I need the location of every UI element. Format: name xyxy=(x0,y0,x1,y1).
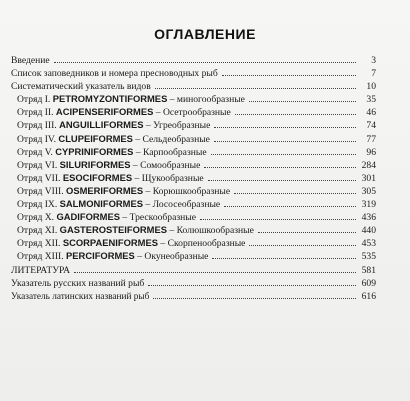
toc-entry xyxy=(11,236,376,249)
dot-leader xyxy=(208,179,356,181)
toc-entry xyxy=(11,249,376,262)
toc-entry-label xyxy=(11,53,52,67)
toc-entry xyxy=(11,66,376,79)
dot-leader xyxy=(200,218,356,220)
page-title: ОГЛАВЛЕНИЕ xyxy=(154,26,256,42)
dot-leader xyxy=(249,244,356,246)
toc-entry xyxy=(11,105,376,118)
toc-entry-page: 453 xyxy=(361,238,376,250)
dot-leader xyxy=(74,271,356,273)
toc-entry-order-latin: PETROMYZONTIFORMES xyxy=(52,93,168,105)
toc-entry xyxy=(11,276,376,289)
dot-leader xyxy=(155,87,356,89)
toc-entry-order-latin: SILURIFORMES xyxy=(59,158,131,170)
toc-entry xyxy=(11,158,376,171)
toc-entry-prefix: Отряд X. xyxy=(17,212,57,224)
toc-entry xyxy=(11,184,376,197)
toc-entry-prefix: Отряд IV. xyxy=(17,133,59,145)
toc-entry-prefix: Указатель латинских названий рыб xyxy=(11,291,150,302)
dot-leader xyxy=(212,257,356,259)
dot-leader xyxy=(214,126,356,128)
toc-entry-suffix: – Щукообразные xyxy=(132,172,204,184)
dot-leader xyxy=(224,205,356,207)
toc-entry-page: 616 xyxy=(361,290,376,302)
toc-entry-label xyxy=(11,66,220,80)
toc-entry-label xyxy=(11,171,206,185)
toc-entry-prefix: Систематический указатель видов xyxy=(11,81,151,93)
toc-entry-suffix: – Угреобразные xyxy=(143,120,211,132)
toc-entry-label xyxy=(11,263,72,277)
toc-entry-page: 319 xyxy=(361,199,376,211)
toc-entry-suffix: – Окунеобразные xyxy=(134,251,209,263)
dot-leader xyxy=(235,113,356,115)
toc-entry-prefix: Указатель русских названий рыб xyxy=(11,277,145,289)
toc-entry-order-latin: SALMONIFORMES xyxy=(59,198,143,210)
toc-entry-suffix: – Карпообразные xyxy=(133,146,207,158)
toc-entry-page: 535 xyxy=(361,251,376,263)
toc-entry-page: 609 xyxy=(361,277,376,289)
toc-entry-prefix: Отряд XI. xyxy=(17,225,60,237)
toc-entry-order-latin: GASTEROSTEIFORMES xyxy=(59,224,167,236)
toc-entry-order-latin: ANGUILLIFORMES xyxy=(59,119,144,131)
toc-entry-label xyxy=(11,276,146,290)
toc-entry-label xyxy=(11,184,232,198)
toc-entry-page: 284 xyxy=(361,159,376,171)
toc-entry-page: 77 xyxy=(366,133,376,145)
toc-entry-page: 581 xyxy=(361,264,376,276)
toc-entry xyxy=(11,132,376,145)
toc-entry-label xyxy=(11,132,212,146)
toc-entry-page: 301 xyxy=(361,172,376,184)
dot-leader xyxy=(204,166,356,168)
toc-entry-prefix: ЛИТЕРАТУРА xyxy=(11,264,71,276)
toc-entry-label xyxy=(11,105,233,119)
toc-entry xyxy=(11,145,376,158)
toc-entry-label xyxy=(11,118,212,132)
toc-entry-suffix: – миногообразные xyxy=(167,94,245,106)
toc-entry-prefix: Отряд XII. xyxy=(17,238,63,250)
toc-entry-page: 74 xyxy=(366,120,376,132)
dot-leader xyxy=(258,231,356,233)
toc-entry-label xyxy=(11,92,247,106)
toc-entry-prefix: Отряд XIII. xyxy=(17,251,67,263)
toc-entry-order-latin: PERCIFORMES xyxy=(66,250,135,262)
toc-entry-order-latin: GADIFORMES xyxy=(56,211,120,223)
toc-entry-prefix: Отряд VI. xyxy=(17,159,60,171)
toc-entry-label xyxy=(11,145,209,159)
toc-entry-page: 436 xyxy=(361,212,376,224)
dot-leader xyxy=(234,192,356,194)
table-of-contents xyxy=(11,53,376,302)
toc-entry-prefix: Список заповедников и номера пресноводных рыб xyxy=(11,68,218,80)
toc-entry-order-latin: OSMERIFORMES xyxy=(66,184,144,196)
toc-entry xyxy=(11,118,376,131)
dot-leader xyxy=(249,100,356,102)
toc-entry-label xyxy=(11,158,202,172)
toc-entry xyxy=(11,79,376,92)
toc-entry-prefix: Отряд VII. xyxy=(17,172,63,184)
toc-entry xyxy=(11,210,376,223)
toc-entry-suffix: – Лососеобразные xyxy=(143,199,221,211)
toc-entry-label xyxy=(11,249,210,263)
dot-leader xyxy=(153,297,356,299)
dot-leader xyxy=(148,284,356,286)
toc-entry-page: 35 xyxy=(366,94,376,106)
toc-entry-prefix: Отряд III. xyxy=(17,120,60,132)
toc-entry-suffix: – Трескообразные xyxy=(120,212,196,224)
toc-entry xyxy=(11,53,376,66)
toc-entry-suffix: – Скорпенообразные xyxy=(158,238,246,250)
toc-entry-label xyxy=(11,79,153,93)
toc-entry-label xyxy=(11,210,198,224)
dot-leader xyxy=(214,140,356,142)
toc-entry-prefix: Отряд I. xyxy=(17,94,53,106)
toc-entry-label xyxy=(11,289,151,304)
toc-entry xyxy=(11,263,376,276)
dot-leader xyxy=(54,61,356,63)
toc-entry-prefix: Отряд V. xyxy=(17,146,56,158)
toc-entry-order-latin: CYPRINIFORMES xyxy=(55,145,134,157)
toc-entry-suffix: – Корюшкообразные xyxy=(143,185,231,197)
toc-entry xyxy=(11,197,376,210)
toc-entry xyxy=(11,223,376,236)
toc-entry-suffix: – Сомообразные xyxy=(130,159,201,171)
toc-entry-page: 7 xyxy=(371,68,376,80)
dot-leader xyxy=(222,74,356,76)
toc-entry-page: 440 xyxy=(361,225,376,237)
toc-entry-prefix: Введение xyxy=(11,55,50,66)
toc-entry-prefix: Отряд IX. xyxy=(17,199,60,211)
toc-entry-page: 46 xyxy=(366,107,376,119)
toc-entry-prefix: Отряд VIII. xyxy=(17,185,67,197)
dot-leader xyxy=(211,153,356,155)
toc-entry xyxy=(11,92,376,105)
toc-entry-order-latin: ACIPENSERIFORMES xyxy=(55,106,154,118)
toc-entry xyxy=(11,289,376,302)
toc-entry-page: 96 xyxy=(366,146,376,158)
toc-entry-order-latin: CLUPEIFORMES xyxy=(58,132,133,144)
toc-entry-page: 10 xyxy=(366,81,376,93)
toc-entry-order-latin: ESOCIFORMES xyxy=(62,171,133,183)
toc-entry-prefix: Отряд II. xyxy=(17,107,56,119)
toc-entry-suffix: – Колюшкообразные xyxy=(166,225,254,237)
toc-entry xyxy=(11,171,376,184)
toc-entry-suffix: – Осетрообразные xyxy=(153,107,231,119)
toc-entry-label xyxy=(11,223,256,237)
toc-entry-suffix: – Сельдеобразные xyxy=(132,133,210,145)
toc-entry-label xyxy=(11,197,222,211)
toc-entry-order-latin: SCORPAENIFORMES xyxy=(62,237,158,249)
toc-entry-page: 305 xyxy=(361,185,376,197)
toc-entry-page: 3 xyxy=(371,55,376,66)
toc-entry-label xyxy=(11,236,247,250)
